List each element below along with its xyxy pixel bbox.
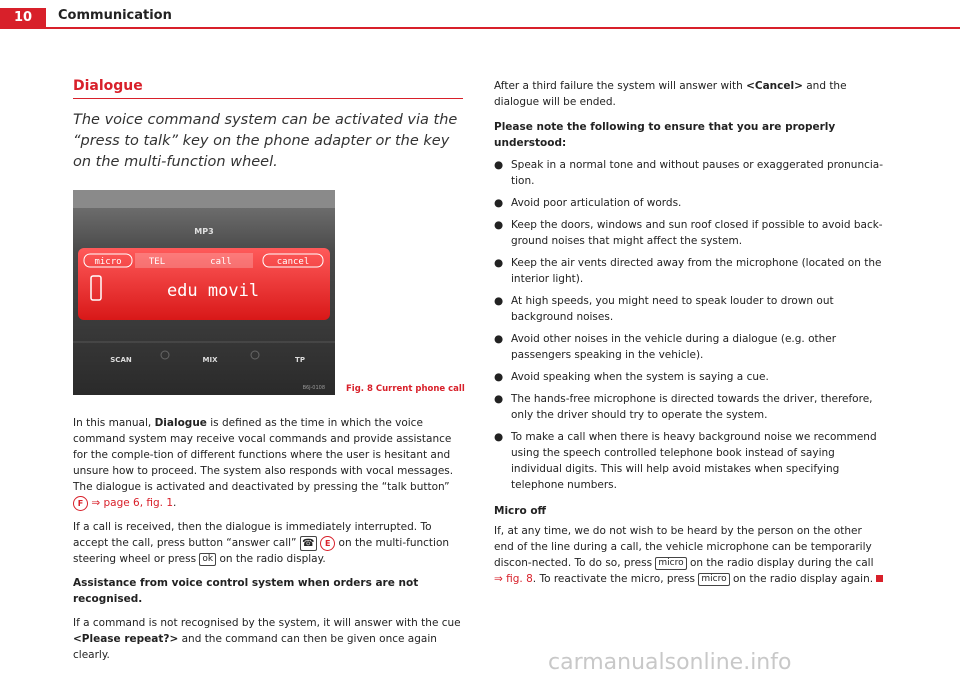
- list-item: ● The hands-free microphone is directed towards the driver, therefore, only the driver should try to operate the system.: [494, 393, 873, 421]
- answer-badge: E: [320, 536, 335, 551]
- cancel-softkey-label: cancel: [276, 257, 310, 267]
- header-rule: [0, 27, 960, 29]
- figure-code: B6J-0108: [302, 385, 325, 391]
- page-header: [0, 0, 960, 28]
- right-column: [494, 78, 884, 587]
- left-column: [73, 78, 463, 663]
- fig-8-link[interactable]: ⇒ fig. 8: [494, 573, 533, 585]
- list-item: ● Speak in a normal tone and without pauses or exaggerated pronuncia-tion.: [494, 159, 884, 187]
- micro-key: micro: [655, 557, 686, 570]
- micro-off-heading: Micro off: [494, 505, 547, 517]
- list-item: ● Avoid poor articulation of words.: [494, 197, 682, 209]
- tel-softkey-label: TEL: [148, 257, 166, 267]
- assistance-subheading: Assistance from voice control system when orders are not recognised.: [73, 577, 419, 605]
- ok-key: ok: [199, 553, 216, 566]
- list-item: ● To make a call when there is heavy background noise we recommend using the speech controlled telephone book instead of saying individual digits. This will help avoid mistakes when specifying telephone numbers.: [494, 431, 877, 491]
- mp3-label: MP3: [194, 227, 214, 236]
- page-number: 10: [0, 8, 46, 28]
- tp-button-label: TP: [295, 356, 305, 364]
- call-softkey-label: call: [210, 257, 232, 267]
- caller-name: edu movil: [166, 281, 260, 301]
- list-item: ● Keep the doors, windows and sun roof closed if possible to avoid back-ground noises that might affect the system.: [494, 219, 883, 247]
- mix-button-label: MIX: [202, 356, 218, 364]
- watermark: carmanualsonline.info: [548, 650, 792, 675]
- page-6-link[interactable]: ⇒ page 6, fig. 1: [91, 497, 174, 509]
- micro-key-2: micro: [698, 573, 729, 586]
- list-item: ● Avoid speaking when the system is saying a cue.: [494, 371, 769, 383]
- figure-caption: Fig. 8 Current phone call: [346, 384, 465, 394]
- micro-off-paragraph: If, at any time, we do not wish to be heard by the person on the other end of the line during a call, the vehicle microphone can be temporarily discon-nected. To do so, press micro on the radio display during the call ⇒ fig. 8. To reactivate the micro, press micro on the radio display again.: [494, 523, 884, 587]
- talk-button-badge: F: [73, 496, 88, 511]
- intro-text: The voice command system can be activated via the “press to talk” key on the phone adapter or the key on the multi-function wheel.: [73, 112, 458, 170]
- radio-display-photo: [73, 190, 335, 395]
- list-item: ● At high speeds, you might need to speak louder to drown out background noises.: [494, 295, 834, 323]
- dialogue-paragraph: In this manual, Dialogue is defined as the time in which the voice command system may receive vocal commands and provide assistance for the comple-tion of different functions where the user is hesitant and unsure how to proceed. The system also responds with vocal messages. The dialogue is activated and deactivated by pressing the “talk button” F ⇒ page 6, fig. 1.: [73, 417, 454, 509]
- understood-subheading: Please note the following to ensure that you are properly understood:: [494, 121, 836, 149]
- micro-softkey-label: micro: [94, 257, 122, 267]
- chapter-title: Communication: [58, 8, 172, 23]
- incoming-call-paragraph: If a call is received, then the dialogue is immediately interrupted. To accept the call, press button “answer call” ☎ E on the multi-function steering wheel or press ok on the radio display.: [73, 521, 450, 565]
- list-item: ● Keep the air vents directed away from the microphone (located on the interior light).: [494, 257, 882, 285]
- third-failure-paragraph: After a third failure the system will answer with <Cancel> and the dialogue will be ended.: [494, 80, 847, 108]
- not-recognised-paragraph: If a command is not recognised by the system, it will answer with the cue <Please repeat?> and the command can then be given once again clearly.: [73, 617, 461, 661]
- scan-button-label: SCAN: [110, 356, 132, 364]
- section-title: Dialogue: [73, 78, 463, 99]
- end-marker-icon: [876, 575, 883, 582]
- answer-call-icon: ☎: [300, 536, 317, 551]
- list-item: ● Avoid other noises in the vehicle during a dialogue (e.g. other passengers speaking in the vehicle).: [494, 333, 837, 361]
- figure: [73, 190, 463, 395]
- tips-list: [494, 157, 884, 493]
